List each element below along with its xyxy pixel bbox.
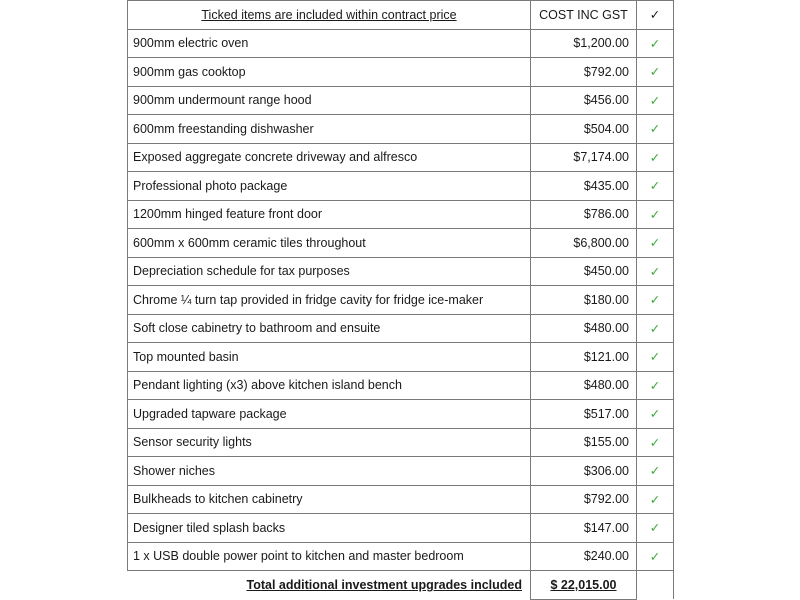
checkmark-icon: ✓ — [637, 58, 674, 87]
table-row — [128, 229, 674, 258]
table-row — [128, 343, 674, 372]
checkmark-icon: ✓ — [637, 229, 674, 258]
checkmark-icon: ✓ — [637, 457, 674, 486]
checkmark-icon: ✓ — [637, 29, 674, 58]
checkmark-icon: ✓ — [637, 172, 674, 201]
row-cost: $435.00 — [531, 172, 637, 201]
row-item: 1200mm hinged feature front door — [128, 200, 531, 229]
row-item: Bulkheads to kitchen cabinetry — [128, 485, 531, 514]
checkmark-icon: ✓ — [637, 86, 674, 115]
table-row — [128, 58, 674, 87]
row-cost: $1,200.00 — [531, 29, 637, 58]
row-cost: $786.00 — [531, 200, 637, 229]
total-tick-cell — [637, 571, 674, 600]
table-row — [128, 172, 674, 201]
row-item: 600mm freestanding dishwasher — [128, 115, 531, 144]
table-row — [128, 542, 674, 571]
table-row — [128, 29, 674, 58]
table-row — [128, 514, 674, 543]
table-row — [128, 86, 674, 115]
row-cost: $240.00 — [531, 542, 637, 571]
row-item: Pendant lighting (x3) above kitchen island bench — [128, 371, 531, 400]
row-item: 600mm x 600mm ceramic tiles throughout — [128, 229, 531, 258]
row-cost: $480.00 — [531, 314, 637, 343]
row-cost: $155.00 — [531, 428, 637, 457]
row-cost: $517.00 — [531, 400, 637, 429]
row-cost: $456.00 — [531, 86, 637, 115]
checkmark-icon: ✓ — [637, 485, 674, 514]
row-item: Top mounted basin — [128, 343, 531, 372]
row-item: Depreciation schedule for tax purposes — [128, 257, 531, 286]
row-item: Chrome ¼ turn tap provided in fridge cavity for fridge ice-maker — [128, 286, 531, 315]
row-cost: $450.00 — [531, 257, 637, 286]
checkmark-icon: ✓ — [637, 542, 674, 571]
table-row — [128, 115, 674, 144]
upgrades-table — [127, 0, 674, 600]
row-item: 1 x USB double power point to kitchen and master bedroom — [128, 542, 531, 571]
table-body — [128, 29, 674, 571]
header-item: Ticked items are included within contract price — [128, 1, 531, 30]
total-label: Total additional investment upgrades included — [246, 578, 522, 592]
row-cost: $792.00 — [531, 58, 637, 87]
checkmark-icon: ✓ — [637, 286, 674, 315]
row-cost: $147.00 — [531, 514, 637, 543]
table-row — [128, 200, 674, 229]
table-row — [128, 428, 674, 457]
row-item: 900mm undermount range hood — [128, 86, 531, 115]
row-cost: $7,174.00 — [531, 143, 637, 172]
row-cost: $792.00 — [531, 485, 637, 514]
table-row — [128, 485, 674, 514]
header-tick-icon: ✓ — [637, 1, 674, 30]
total-row — [128, 571, 674, 600]
table-row — [128, 457, 674, 486]
row-item: Exposed aggregate concrete driveway and alfresco — [128, 143, 531, 172]
checkmark-icon: ✓ — [637, 200, 674, 229]
checkmark-icon: ✓ — [637, 428, 674, 457]
row-item: Sensor security lights — [128, 428, 531, 457]
total-value: $ 22,015.00 — [531, 571, 637, 600]
checkmark-icon: ✓ — [637, 143, 674, 172]
header-cost: COST INC GST — [531, 1, 637, 30]
row-item: Soft close cabinetry to bathroom and ensuite — [128, 314, 531, 343]
checkmark-icon: ✓ — [637, 400, 674, 429]
row-cost: $180.00 — [531, 286, 637, 315]
checkmark-icon: ✓ — [637, 314, 674, 343]
row-cost: $121.00 — [531, 343, 637, 372]
row-cost: $306.00 — [531, 457, 637, 486]
row-item: Shower niches — [128, 457, 531, 486]
row-item: Upgraded tapware package — [128, 400, 531, 429]
table-row — [128, 371, 674, 400]
row-item: 900mm gas cooktop — [128, 58, 531, 87]
checkmark-icon: ✓ — [637, 514, 674, 543]
checkmark-icon: ✓ — [637, 371, 674, 400]
table-row — [128, 286, 674, 315]
row-cost: $504.00 — [531, 115, 637, 144]
row-item: 900mm electric oven — [128, 29, 531, 58]
checkmark-icon: ✓ — [637, 343, 674, 372]
checkmark-icon: ✓ — [637, 257, 674, 286]
table-row — [128, 143, 674, 172]
row-item: Professional photo package — [128, 172, 531, 201]
table-row — [128, 400, 674, 429]
row-cost: $6,800.00 — [531, 229, 637, 258]
checkmark-icon: ✓ — [637, 115, 674, 144]
header-row — [128, 1, 674, 30]
row-cost: $480.00 — [531, 371, 637, 400]
row-item: Designer tiled splash backs — [128, 514, 531, 543]
table-row — [128, 314, 674, 343]
table-row — [128, 257, 674, 286]
